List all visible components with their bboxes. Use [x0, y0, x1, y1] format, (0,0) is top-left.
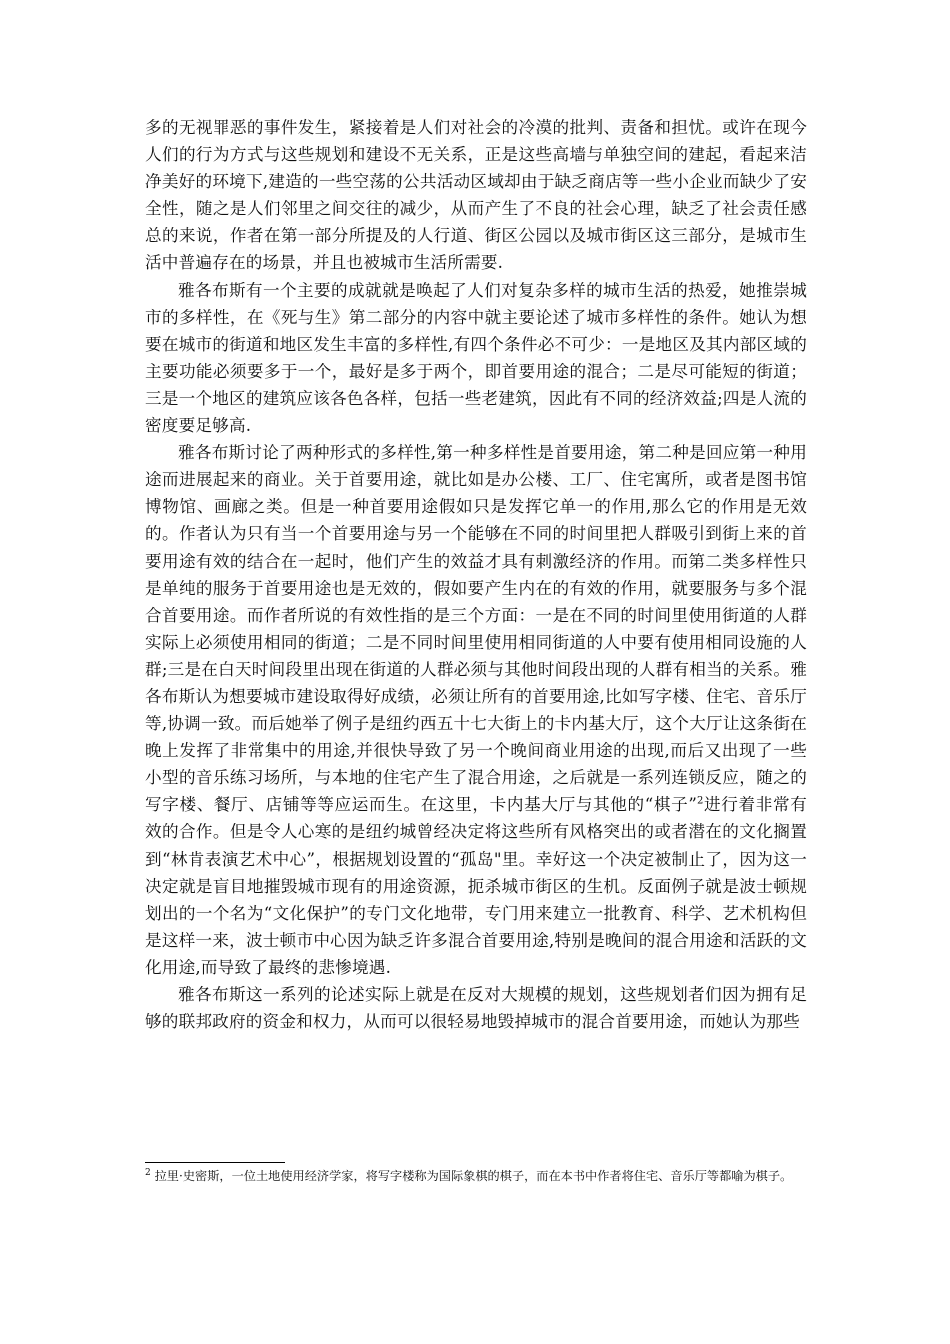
paragraph-3	[145, 439, 807, 981]
footnote-mark: 2	[145, 1167, 151, 1178]
footnote-separator	[145, 1162, 285, 1163]
paragraph-1: 多的无视罪恶的事件发生，紧接着是人们对社会的冷漠的批判、责备和担忧。或许在现今人们的行为方式与这些规划和建设不无关系，正是这些高墙与单独空间的建起，看起来洁净美好的环境下,建造的一些空荡的公共活动区域却由于缺乏商店等一些小企业而缺少了安全性，随之是人们邻里之间交往的减少，从而产生了不良的社会心理，缺乏了社会责任感总的来说，作者在第一部分所提及的人行道、街区公园以及城市街区这三部分，是城市生活中普遍存在的场景，并且也被城市生活所需要.	[145, 118, 807, 273]
paragraph-2: 雅各布斯有一个主要的成就就是唤起了人们对复杂多样的城市生活的热爱，她推崇城市的多样性，在《死与生》第二部分的内容中就主要论述了城市多样性的条件。她认为想要在城市的街道和地区发生丰富的多样性,有四个条件必不可少：一是地区及其内部区域的主要功能必须要多于一个，最好是多于两个，即首要用途的混合；二是尽可能短的街道；三是一个地区的建筑应该各色各样，包括一些老建筑，因此有不同的经济效益;四是人流的密度要足够高.	[145, 280, 807, 436]
paragraph-4: 雅各布斯这一系列的论述实际上就是在反对大规模的规划，这些规划者们因为拥有足够的联邦政府的资金和权力，从而可以很轻易地毁掉城市的混合首要用途，而她认为那些	[145, 985, 807, 1032]
footnote-reference-mark: 2	[697, 795, 704, 807]
footnote	[145, 1167, 807, 1186]
paragraph-3-text-before-ref: 雅各布斯讨论了两种形式的多样性,第一种多样性是首要用途，第二种是回应第一种用途而进展起来的商业。关于首要用途，就比如是办公楼、工厂、住宅寓所，或者是图书馆博物馆、画廊之类。但是一种首要用途假如只是发挥它单一的作用,那么它的作用是无效的。作者认为只有当一个首要用途与另一个能够在不同的时间里把人群吸引到街上来的首要用途有效的结合在一起时，他们产生的效益才具有刺激经济的作用。而第二类多样性只是单纯的服务于首要用途也是无效的，假如要产生内在的有效的作用，就要服务与多个混合首要用途。而作者所说的有效性指的是三个方面：一是在不同的时间里使用街道的人群实际上必须使用相同的街道；二是不同时间里使用相同街道的人中要有使用相同设施的人群;三是在白天时间段里出现在街道的人群必须与其他时间段出现的人群有相当的关系。雅各布斯认为想要城市建设取得好成绩，必须让所有的首要用途,比如写字楼、住宅、音乐厅等,协调一致。而后她举了例子是纽约西五十七大街上的卡内基大厅，这个大厅让这条街在晚上发挥了非常集中的用途,并很快导致了另一个晚间商业用途的出现,而后又出现了一些小型的音乐练习场所，与本地的住宅产生了混合用途，之后就是一系列连锁反应，随之的写字楼、餐厅、店铺等等应运而生。在这里，卡内基大厅与其他的“棋子”	[145, 443, 807, 815]
paragraph-3-text-after-ref: 进行着非常有效的合作。但是令人心寒的是纽约城曾经决定将这些所有风格突出的或者潜在的文化搁置到“林肯表演艺术中心”，根据规划设置的“孤岛"里。幸好这一个决定被制止了，因为这一决定就是盲目地摧毁城市现有的用途资源，扼杀城市街区的生机。反面例子就是波士顿规划出的一个名为“文化保护”的专门文化地带，专门用来建立一批教育、科学、艺术机构但是这样一来，波士顿市中心因为缺乏许多混合首要用途,特别是晚间的混合用途和活跃的文化用途,而导致了最终的悲惨境遇.	[145, 795, 807, 977]
footnote-text: 拉里·史密斯，一位土地使用经济学家，将写字楼称为国际象棋的棋子，而在本书中作者将住宅、音乐厅等都喻为棋子。	[154, 1169, 793, 1183]
body-text	[145, 114, 807, 1035]
